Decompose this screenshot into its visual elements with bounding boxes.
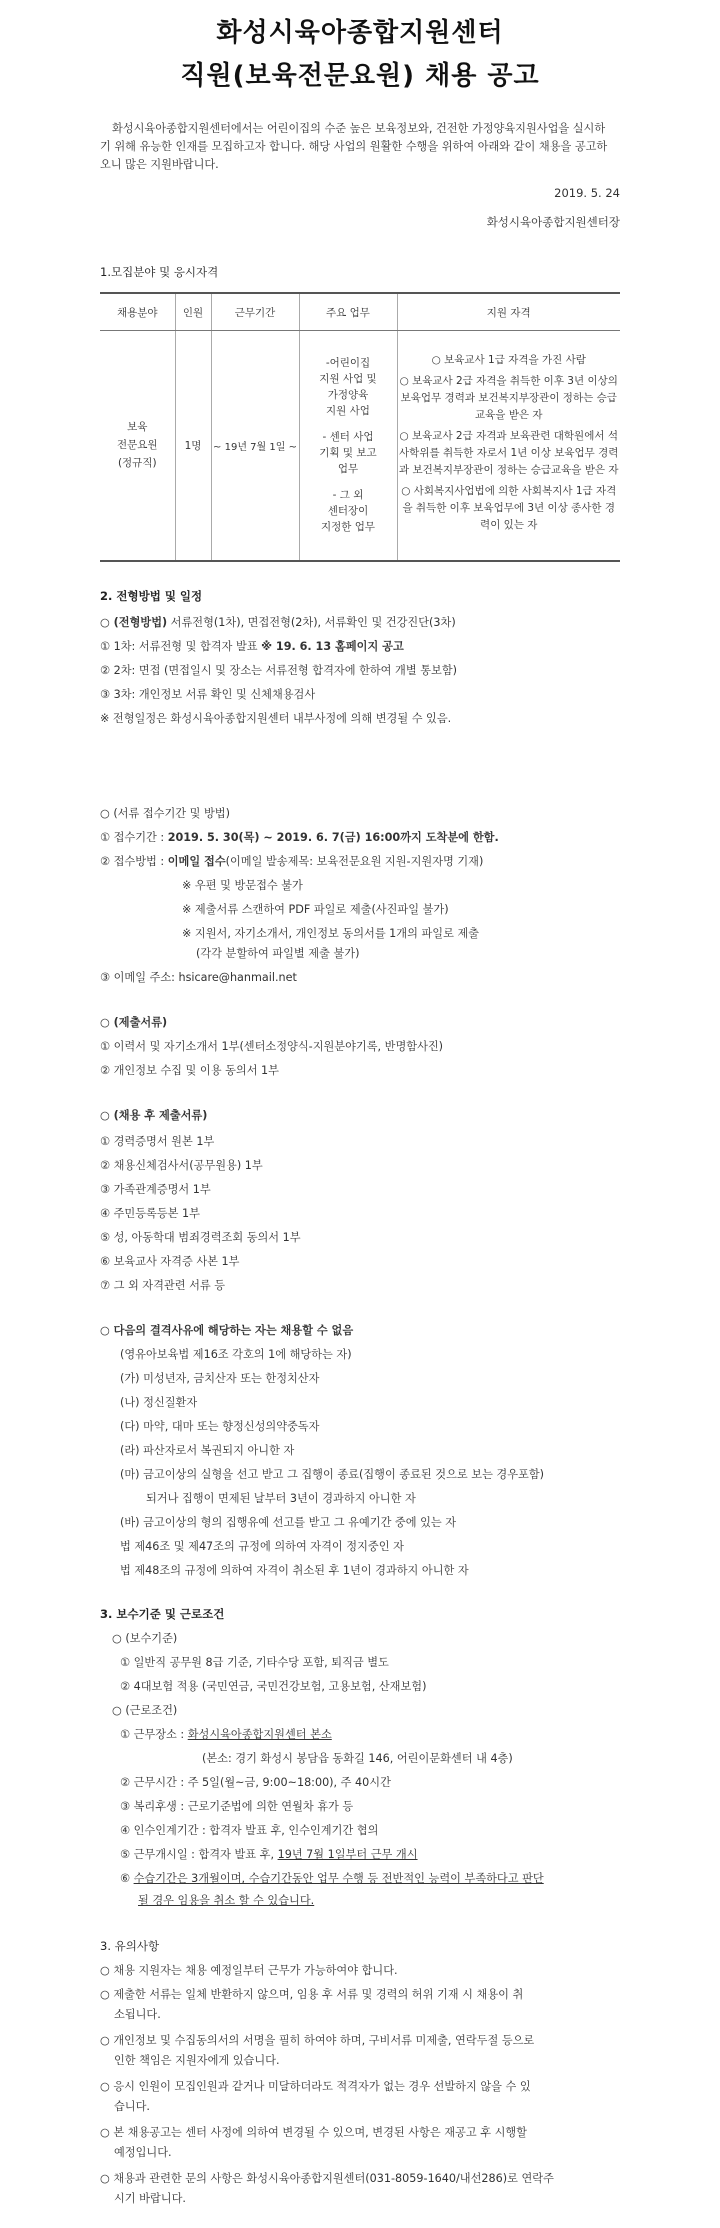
list-item: ○ 제출한 서류는 일체 반환하지 않으며, 임용 후 서류 및 경력의 허위 기재 시 채용이 취 (100, 1988, 524, 2001)
selection-step-3: ③ 3차: 개인정보 서류 확인 및 신체채용검사 (100, 688, 316, 701)
list-item: (가) 미성년자, 금치산자 또는 한정치산자 (120, 1372, 320, 1385)
list-item: 되거나 집행이 면제된 날부터 3년이 경과하지 아니한 자 (146, 1492, 416, 1505)
list-item: (라) 파산자로서 복권되지 아니한 자 (120, 1444, 295, 1457)
list-item: (다) 마약, 대마 또는 향정신성의약중독자 (120, 1420, 320, 1433)
requirement-item: ○ 사회복지사업법에 의한 사회복지사 1급 자격을 취득한 이후 보육업무에 3년 이상 종사한 경력이 있는 자 (401, 485, 617, 532)
section2-heading: 2. 전형방법 및 일정 (100, 589, 203, 603)
intro-paragraph: 화성시육아종합지원센터에서는 어린이집의 수준 높은 보육정보와, 건전한 가정양육지원사업을 실시하기 위해 유능한 인재를 모집하고자 합니다. 해당 사업의 원활한 수행을 위하여 아래와 같이 채용을 공고하오니 많은 지원바랍니다. (100, 122, 608, 171)
list-item: ① 일반직 공무원 8급 기준, 기타수당 포함, 퇴직금 별도 (120, 1656, 389, 1669)
duty-item: - 센터 사업 기획 및 보고 업무 (319, 431, 377, 476)
disq-heading: ○ 다음의 결격사유에 해당하는 자는 채용할 수 없음 (100, 1324, 354, 1337)
submit-heading: ○ (제출서류) (100, 1016, 168, 1029)
duty-item: - 그 외 센터장이 지정한 업무 (320, 489, 376, 534)
requirement-item: ○ 보육교사 2급 자격을 취득한 이후 3년 이상의 보육업무 경력과 보건복지부장관이 정하는 승급교육을 받은 자 (399, 375, 618, 422)
col-period: 근무기간 (211, 293, 299, 331)
list-item: 예정입니다. (114, 2146, 172, 2159)
list-item: (나) 정신질환자 (120, 1396, 198, 1409)
list-item: ○ 본 채용공고는 센터 사정에 의하여 변경될 수 있으며, 변경된 사항은 재공고 후 시행할 (100, 2126, 527, 2139)
list-item: ③ 가족관계증명서 1부 (100, 1183, 211, 1196)
reception-note: ※ 우편 및 방문접수 불가 (182, 879, 303, 892)
probation: ⑥ 수습기간은 3개월이며, 수습기간동안 업무 수행 등 전반적인 능력이 부족하다고 판단 (120, 1872, 544, 1885)
list-item: 법 제46조 및 제47조의 규정에 의하여 자격이 정지중인 자 (120, 1540, 404, 1553)
cell-period: ~ 19년 7월 1일 ~ (211, 331, 299, 561)
notice-issuer: 화성시육아종합지원센터장 (486, 215, 620, 229)
list-item: ① 경력증명서 원본 1부 (100, 1135, 215, 1148)
list-item: ○ 응시 인원이 모집인원과 같거나 미달하더라도 적격자가 없는 경우 선발하지 않을 수 있 (100, 2080, 531, 2093)
list-item: (바) 금고이상의 형의 집행유예 선고를 받고 그 유예기간 중에 있는 자 (120, 1516, 457, 1529)
list-item: ⑤ 성, 아동학대 범죄경력조회 동의서 1부 (100, 1231, 301, 1244)
notes-heading: 3. 유의사항 (100, 1939, 160, 1953)
section3-heading: 3. 보수기준 및 근로조건 (100, 1607, 225, 1621)
probation-cont: 될 경우 임용을 취소 할 수 있습니다. (138, 1894, 315, 1907)
work-hours: ② 근무시간 : 주 5일(월~금, 9:00~18:00), 주 40시간 (120, 1776, 391, 1789)
list-item: (마) 금고이상의 실형을 선고 받고 그 집행이 종료(집행이 종료된 것으로 보는 경우포함) (120, 1468, 545, 1481)
col-requirements: 지원 자격 (397, 293, 620, 331)
list-item: 인한 책임은 지원자에게 있습니다. (114, 2054, 280, 2067)
list-item: ○ 개인정보 및 수집동의서의 서명을 필히 하여야 하며, 구비서류 미제출, 연락두절 등으로 (100, 2034, 535, 2047)
title-center-name: 화성시육아종합지원센터 (216, 18, 504, 48)
section1-heading: 1.모집분야 및 응시자격 (100, 265, 219, 279)
reception-period: ① 접수기간 : 2019. 5. 30(목) ~ 2019. 6. 7(금) 16:00까지 도착분에 한함. (100, 831, 499, 844)
list-item: ○ 채용 지원자는 채용 예정일부터 근무가 가능하여야 합니다. (100, 1964, 398, 1977)
pay-heading: ○ (보수기준) (112, 1632, 178, 1645)
handover-period: ④ 인수인계기간 : 합격자 발표 후, 인수인계기간 협의 (120, 1824, 379, 1837)
reception-email: ③ 이메일 주소: hsicare@hanmail.net (100, 971, 297, 984)
cell-duties (299, 331, 397, 561)
cell-field: 보육 전문요원 (정규직) (100, 331, 175, 561)
reception-note: (각각 분할하여 파일별 제출 불가) (196, 947, 360, 960)
list-item: ⑥ 보육교사 자격증 사본 1부 (100, 1255, 240, 1268)
col-duties: 주요 업무 (299, 293, 397, 331)
reception-heading: ○ (서류 접수기간 및 방법) (100, 807, 230, 820)
list-item: ○ 채용과 관련한 문의 사항은 화성시육아종합지원센터(031-8059-1640/내선286)로 연락주 (100, 2172, 554, 2185)
table-row (100, 331, 620, 561)
list-item: ⑦ 그 외 자격관련 서류 등 (100, 1279, 226, 1292)
col-count: 인원 (175, 293, 211, 331)
col-field: 채용분야 (100, 293, 175, 331)
work-location: ① 근무장소 : 화성시육아종합지원센터 본소 (120, 1728, 332, 1741)
reception-method: ② 접수방법 : 이메일 접수(이메일 발송제목: 보육전문요원 지원-지원자명 기재) (100, 855, 484, 868)
list-item: 습니다. (114, 2100, 150, 2113)
list-item: ① 이력서 및 자기소개서 1부(센터소정양식-지원분야기록, 반명함사진) (100, 1040, 444, 1053)
start-date: ⑤ 근무개시일 : 합격자 발표 후, 19년 7월 1일부터 근무 개시 (120, 1848, 418, 1861)
cell-count: 1명 (175, 331, 211, 561)
duty-item: -어린이집 지원 사업 및 가정양육 지원 사업 (319, 357, 377, 418)
selection-step-2: ② 2차: 면접 (면접일시 및 장소는 서류전형 합격자에 한하여 개별 통보함) (100, 664, 458, 677)
cell-requirements (397, 331, 620, 561)
requirement-item: ○ 보육교사 1급 자격을 가진 사람 (431, 354, 586, 367)
list-item: ② 개인정보 수집 및 이용 동의서 1부 (100, 1064, 279, 1077)
reception-note: ※ 제출서류 스캔하여 PDF 파일로 제출(사진파일 불가) (182, 903, 449, 916)
table-header-row (100, 293, 620, 331)
selection-schedule-note: ※ 전형일정은 화성시육아종합지원센터 내부사정에 의해 변경될 수 있음. (100, 712, 452, 725)
selection-step-1: ① 1차: 서류전형 및 합격자 발표 ※ 19. 6. 13 홈페이지 공고 (100, 640, 404, 653)
conditions-heading: ○ (근로조건) (112, 1704, 178, 1717)
requirement-item: ○ 보육교사 2급 자격과 보육관련 대학원에서 석사학위를 취득한 자로서 1년 이상 보육업무 경력과 보건복지부장관이 정하는 승급교육을 받은 자 (398, 430, 619, 477)
welfare: ③ 복리후생 : 근로기준법에 의한 연월차 휴가 등 (120, 1800, 354, 1813)
after-heading: ○ (채용 후 제출서류) (100, 1109, 208, 1122)
selection-method: ○ (전형방법) 서류전형(1차), 면접전형(2차), 서류확인 및 건강진단(3차) (100, 616, 456, 629)
work-address: (본소: 경기 화성시 봉담읍 동화길 146, 어린이문화센터 내 4층) (202, 1752, 513, 1765)
list-item: ② 4대보험 적용 (국민연금, 국민건강보험, 고용보험, 산재보험) (120, 1680, 427, 1693)
list-item: ④ 주민등록등본 1부 (100, 1207, 200, 1220)
list-item: 시기 바랍니다. (114, 2192, 186, 2205)
list-item: ② 채용신체검사서(공무원용) 1부 (100, 1159, 263, 1172)
list-item: (영유아보육법 제16조 각호의 1에 해당하는 자) (120, 1348, 352, 1361)
title-recruitment: 직원(보육전문요원) 채용 공고 (180, 61, 540, 91)
notice-date: 2019. 5. 24 (554, 186, 620, 200)
reception-note: ※ 지원서, 자기소개서, 개인정보 동의서를 1개의 파일로 제출 (182, 927, 480, 940)
recruitment-table (100, 292, 620, 562)
list-item: 법 제48조의 규정에 의하여 자격이 취소된 후 1년이 경과하지 아니한 자 (120, 1564, 469, 1577)
list-item: 소됩니다. (114, 2008, 161, 2021)
